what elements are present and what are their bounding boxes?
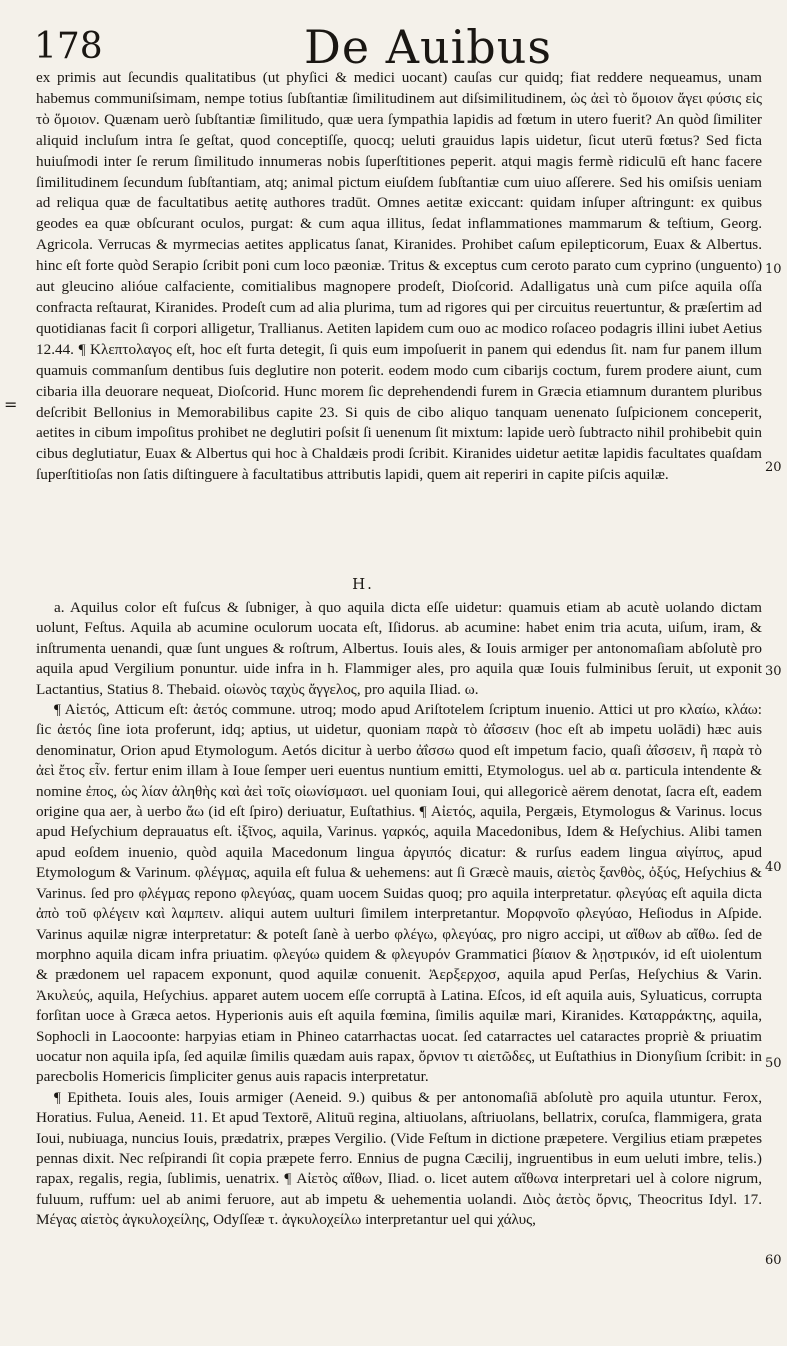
paragraph: ¶ Epitheta. Iouis ales, Iouis armiger (Aeneid. 9.) quibus & per antonomaſiā abſolutè pro aquila utuntur. Ferox, Horatius. Fulua, Aeneid. 11. Et apud Textorē, Alituū regina, altiuolans, aſtriuolans, bellatrix, coruſca, flammigera, grata Ioui, nubiuaga, nuncius Iouis, prædatrix, præpes Vergilio. (Vide Feſtum in dictione præpetere. Vergilius etiam præpetes pennas dixit. Nec reſpirandi ſit copia præpete ferro. Ennius de pugna Cæcilij, ingruentibus in eum ueluti imbre, telis.) rapax, regalis, regia, ſublimis, uenatrix. ¶ Αἰετὸς αἴθων, Iliad. ο. licet autem αἴθωνα interpretari uel à colore nigrum, fuluum, ruffum: uel ab animi feruore, aut ab impetu & uehementia uolandi. Διὸς ἀετὸς ὄρνις, Theocritus Idyl. 17. Μέγας αἰετὸς ἀγκυλοχείλης, Odyſſeæ τ. ἀγκυλοχείλω interpretantur uel qui χάλυς,	[36, 1088, 762, 1229]
margin-mark: =	[4, 395, 18, 414]
margin-line-number: 10	[765, 262, 782, 277]
page-number: 178	[34, 26, 103, 67]
section-heading: H.	[352, 575, 374, 593]
running-title: De Auibus	[304, 20, 552, 74]
text-block-section-h	[36, 598, 762, 1231]
paragraph: ex primis aut ſecundis qualitatibus (ut phyſici & medici uocant) cauſas cur quidq; fiat reddere nequeamus, unam habemus communiſsimam, nempe totius ſubſtantiæ ſimilitudinem aut diſsimilitudinem, ὡς ἀεὶ τὸ ὅμοιον ἄγει φύσις εἰς τὸ ὅμοιον. Quænam uerò ſubſtantiæ ſimilitudo, quæ uera ſympathia lapidis ad fœtum in utero fuerit? An quòd ſimiliter aliquid incluſum intra ſe geſtat, quod conceptiſſe, quocq; ueluti grauidus lapis uidetur, ſicut uterū fœtus? Sed ficta huiuſmodi inter ſe rerum ſimilitudo innumeras nobis ſuperſtitiones peperit. atqui magis fermè ridiculū eſt hanc facere ſimilitudinem ſecundum ſubſtantiam, atq; animal pictum eiuſdem ſubſtantiæ cum uiuo aſſerere. Sed his omiſsis ueniam ad reliqua quæ de facultatibus aetitę authores tradūt. Omnes aetitæ exiccant: quidam inſuper aſtringunt: ex quibus geodes ea quæ obſcurant oculos, purgat: & cum aqua illitus, ſedat inflammationes mammarum & teſtium, Georg. Agricola. Verrucas & myrmecias aetites applicatus ſanat, Kiranides. Prohibet caſum epilepticorum, Euax & Albertus. hinc eſt forte quòd Serapio ſcribit poni cum loco pæoniæ. Tritus & exceptus cum ceroto parato cum cyprino (unguento) aut gleucino alióue calfaciente, comitialibus magnopere prodeſt, Dioſcorid. Adalligatus unà cum piſce aquila oſſa confracta reſtaurat, Kiranides. Prodeſt cum ad alia plurima, tum ad rigores qui per circuitus reuertuntur, & præſertim ad quotidianas facit ſi corpori alligetur, Trallianus. Aetiten lapidem cum ouo ac modico roſaceo podagris illini iubet Aetius 12.44. ¶ Κλεπτολαγος eſt, hoc eſt furta detegit, ſi quis eum impoſuerit in panem qui edendus ſit. nam fur panem illum quamuis commanſum dentibus ſuis deglutire non poterit. eodem modo cum cibarijs coctum, furem prodere aiunt, cum cibaria illa deuorare nequeat, Dioſcorid. Hunc morem ſic deprehendendi furem in Græcia etiamnum durantem pluribus deſcribit Bellonius in Memorabilibus capite 23. Si quis de cibo aliquo tanquam uenenato ſuſpicionem conceperit, aetites in cibum impoſitus prohibet ne deglutiri poſsit ſi uenenum ſit mixtum: lapide uerò ſubtracto nihil prohibebit quin cibus deglutiatur, Euax & Albertus qui hoc à Chaldæis prodi ſcribit. Kiranides uidetur aetitæ lapidis facultates quaſdam ſuperſtitioſas non ſatis diſtinguere à facultatibus attributis lapidi, quem ait reperiri in capite piſcis aquilæ.	[36, 69, 762, 484]
margin-line-number: 20	[765, 460, 782, 475]
margin-line-number: 30	[765, 664, 782, 679]
margin-line-number: 60	[765, 1253, 782, 1268]
text-block-top	[36, 68, 762, 486]
margin-line-number: 40	[765, 860, 782, 875]
paragraph: a. Aquilus color eſt fuſcus & ſubniger, à quo aquila dicta eſſe uidetur: quamuis etiam ab acutè uolando dictam uolunt, Feſtus. Aquila ab acumine oculorum uocata eſt, Iſidorus. ab acumine: habet enim tria acuta, uiſum, iram, & inſtrumenta uenandi, quæ ſunt ungues & roſtrum, Albertus. Iouis ales, & Iouis armiger per antonomaſiam abſolutè pro aquila apud Vergilium ponuntur. uide infra in h. Flammiger ales, pro aquila quæ Iouis fulminibus ſeruit, ut exponit Lactantius, Statius 8. Thebaid. οἰωνὸς ταχὺς ἄγγελος, pro aquila Iliad. ω.	[36, 599, 762, 698]
paragraph: ¶ Αἰετός, Atticum eſt: ἀετός commune. utroq; modo apud Ariſtotelem ſcriptum inuenio. Attici ut pro κλαίω, κλάω: ſic ἀετός ſine iota proferunt, idq; aptius, ut uidetur, quoniam παρὰ τὸ ἀΐσσειν (hoc eſt ab impetu uolādi) hæc auis denominatur, Orion apud Etymologum. Aetós dicitur à uerbo ἀΐσσω quod eſt impetum facio, quaſi ἀΐσσειν, ἢ παρὰ τὸ ἀεὶ ἔτος εἶν. fertur enim illam à Ioue ſemper ueri euentus nuntium emitti, Etymologus. uel ab α. particula intendente & nomine ἐπος, ὡς λίαν ἀληθὴς καὶ ἀεὶ τοῖς οἰωνίσμασι. uel quoniam Ioui, qui allegoricè aërem denotat, ſacra eſt, eadem origine qua aer, à uerbo ἄω (id eſt ſpiro) deriuatur, Euſtathius. ¶ Αἰετός, aquila, Pergæis, Etymologus & Varinus. locus apud Heſychium deprauatus eſt. ἰξῖνος, aquila, Varinus. γαρκός, aquila Macedonibus, Idem & Heſychius. Alibi tamen apud eoſdem inuenio, quòd aquila Macedonum lingua ἀργιπός dicatur: & rurſus eadem lingua αἰγίπυς, apud Etymologum & Varinum. φλέγμας, aquila eſt fulua & uehemens: aut ſi Græcè mauis, αἰετὸς ξανθὸς, ὀξύς, Heſychius & Varinus. ſed pro φλέγμας repono φλεγύας, quam uocem Suidas quoq; pro aquila interpretatur. φλεγύας eſt aquila dicta ἀπὸ τοῦ φλέγειν καὶ λαμπειν. aliqui autem uulturi ſimilem interpretantur. Μορφνοῖο φλεγύαο, Heſiodus in Aſpide. Varinus aquilæ nigræ interpretatur: & poteſt ſanè à uerbo φλέγω, φλεγύας, pro nigro accipi, ut αἴθων ab αἴθω. ſed de morphno aquila dicam infra priuatim. φλεγύω quidem & φλεγυρόν Grammatici βίαιον & λῃστρικόν, id eſt uiolentum & prædonem uel rapacem exponunt, quod aquilæ conuenit. Ἀερξερχοσ, aquila apud Perſas, Heſychius & Varin. Ἀκυλεύς, aquila, Heſychius. apparet autem uocem eſſe corruptā à Latina. Eſcos, id eſt aquila auis, Syluaticus, corrupta forſitan uoce à Græca aetos. Hyperionis auis eſt aquila fœmina, ſimilis aquilæ mari, Kiranides. Καταρράκτης, aquila, Sophocli in Laocoonte: harpyias etiam in Phineo catarrhactas uocat. ſed catarractes uel cataractes propriè & priuatim uocatur non aquila ipſa, ſed aquilæ ſimilis quædam auis rapax, ὄρνιον τι αἰετῶδες, ut Euſtathius in Dionyſium ſcribit: in parecbolis Homericis ſimpliciter genus auis rapacis interpretatur.	[36, 701, 762, 1086]
page-header	[34, 20, 747, 74]
margin-line-number: 50	[765, 1056, 782, 1071]
